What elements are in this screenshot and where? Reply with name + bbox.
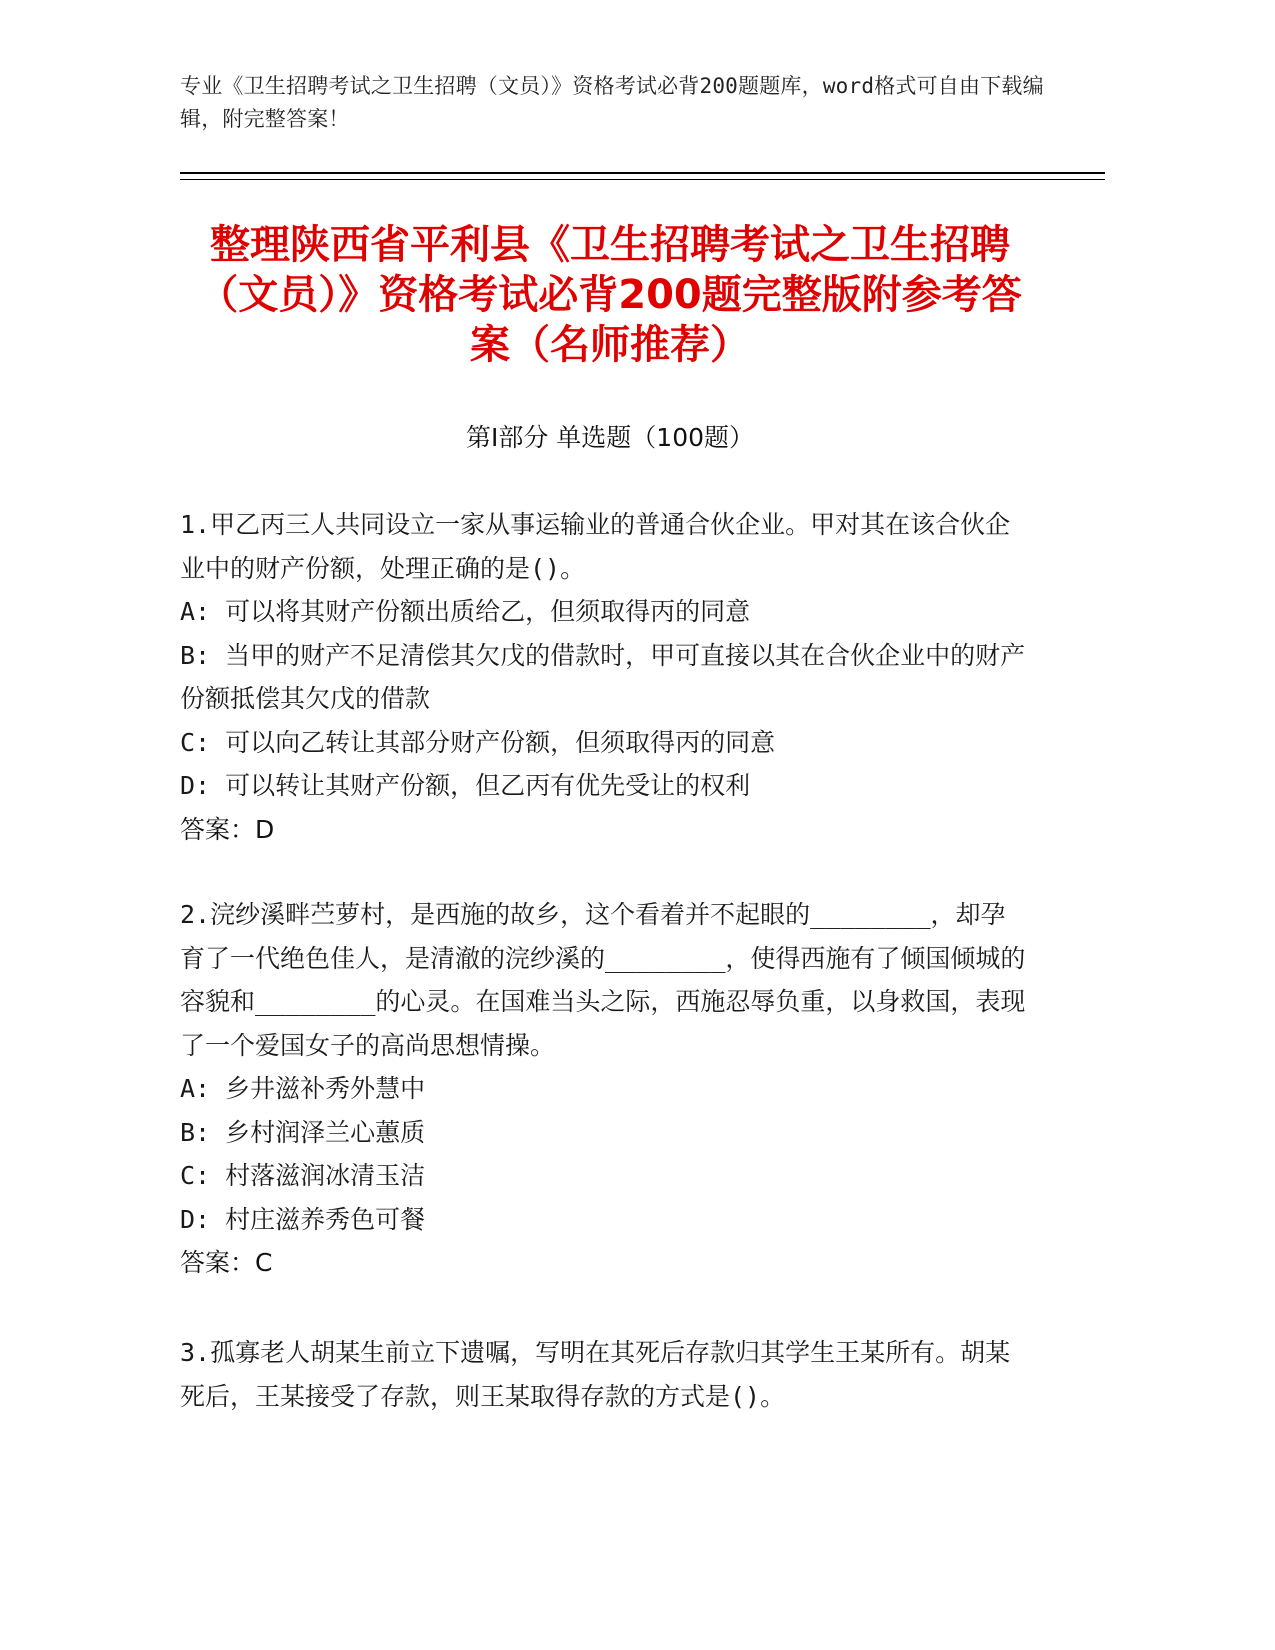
header-note: 专业《卫生招聘考试之卫生招聘（文员）》资格考试必背200题题库，word格式可自由下载编辑，附完整答案！ xyxy=(180,74,1044,131)
option-d: D: 村庄滋养秀色可餐 xyxy=(180,1204,426,1234)
question-3 xyxy=(180,1331,1030,1418)
option-a: A: 可以将其财产份额出质给乙，但须取得丙的同意 xyxy=(180,597,751,626)
option-c: C: 可以向乙转让其部分财产份额，但须取得丙的同意 xyxy=(180,727,776,757)
question-stem: 1.甲乙丙三人共同设立一家从事运输业的普通合伙企业。甲对其在该合伙企业中的财产份额，处理正确的是()。 xyxy=(180,510,1011,583)
option-b: B: 当甲的财产不足清偿其欠戊的借款时，甲可直接以其在合伙企业中的财产份额抵偿其欠戊的借款 xyxy=(180,640,1026,713)
section-heading: 第Ⅰ部分 单选题（100题） xyxy=(465,423,755,452)
question-stem: 2.浣纱溪畔苎萝村，是西施的故乡，这个看着并不起眼的________，却孕育了一代绝色佳人，是清澈的浣纱溪的________，使得西施有了倾国倾城的容貌和________的心灵。在国难当头之际，西施忍辱负重，以身救国，表现了一个爱国女子的高尚思想情操。 xyxy=(180,900,1026,1060)
header-divider-thin xyxy=(180,179,1105,180)
option-c: C: 村落滋润冰清玉洁 xyxy=(180,1161,426,1190)
answer: 答案：D xyxy=(180,814,275,844)
question-2 xyxy=(180,893,1030,1285)
document-title: 整理陕西省平利县《卫生招聘考试之卫生招聘（文员）》资格考试必背200题完整版附参考答案（名师推荐） xyxy=(198,222,1022,368)
header-divider-thick xyxy=(180,172,1105,174)
question-stem: 3.孤寡老人胡某生前立下遗嘱，写明在其死后存款归其学生王某所有。胡某死后，王某接受了存款，则王某取得存款的方式是()。 xyxy=(180,1338,1011,1411)
option-a: A: 乡井滋补秀外慧中 xyxy=(180,1074,426,1103)
option-d: D: 可以转让其财产份额，但乙丙有优先受让的权利 xyxy=(180,771,751,800)
question-1 xyxy=(180,503,1030,851)
answer: 答案：C xyxy=(180,1248,273,1277)
option-b: B: 乡村润泽兰心蕙质 xyxy=(180,1117,426,1147)
